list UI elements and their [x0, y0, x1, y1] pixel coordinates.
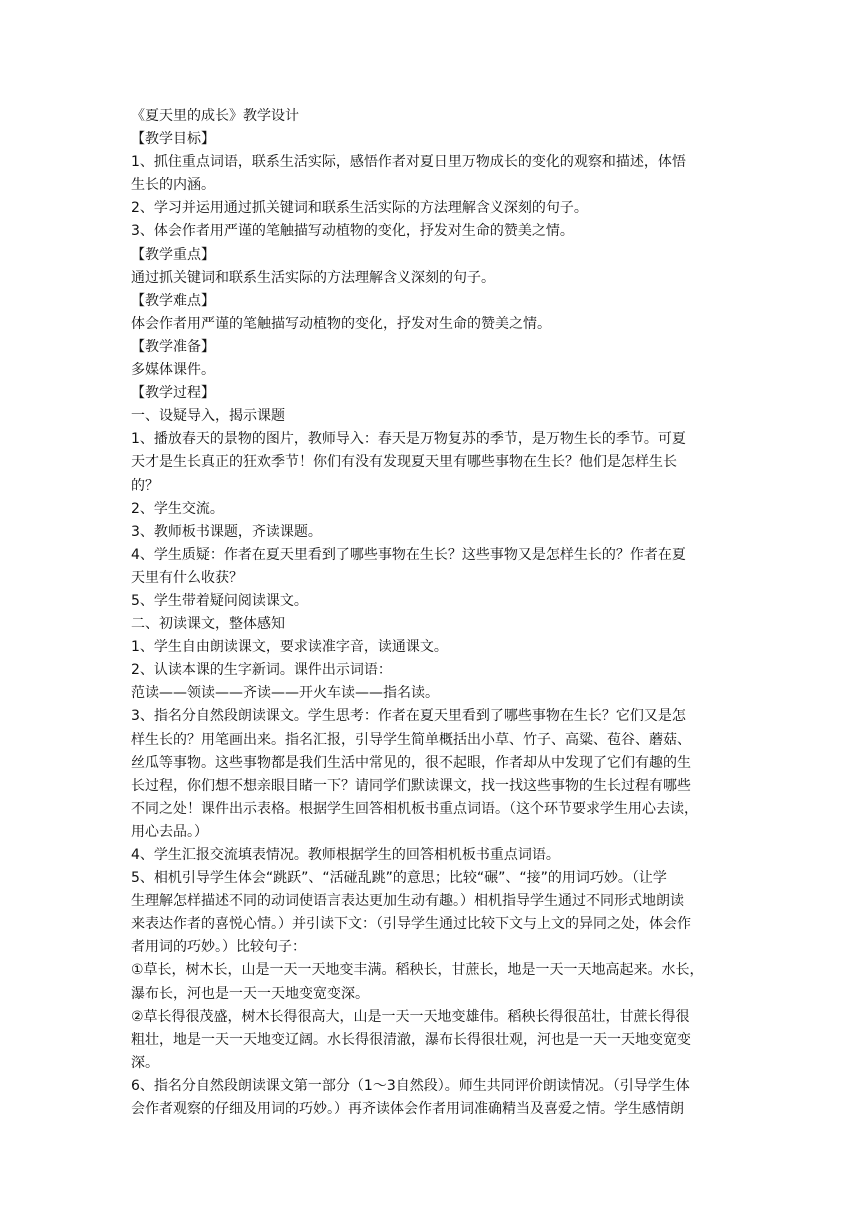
document-title: 《夏天里的成长》教学设计 — [131, 108, 299, 124]
text-line: 【教学过程】 — [131, 385, 215, 402]
text-line: 生理解怎样描述不同的动词使语言表达更加生动有趣。）相机指导学生通过不同形式地朗读 — [131, 893, 684, 910]
text-line: 样生长的？用笔画出来。指名汇报，引导学生简单概括出小草、竹子、高粱、苞谷、蘑菇、 — [131, 731, 691, 748]
text-line: 来表达作者的喜悦心情。）并引读下文：（引导学生通过比较下文与上文的异同之处，体会作 — [131, 916, 691, 933]
text-line: 瀑布长，河也是一天一天地变宽变深。 — [131, 985, 369, 1002]
text-line: 体会作者用严谨的笔触描写动植物的变化，抒发对生命的赞美之情。 — [131, 315, 551, 332]
text-line: ①草长，树木长，山是一天一天地变丰满。稻秧长，甘蔗长，地是一天一天地高起来。水长， — [131, 962, 704, 979]
text-line: 【教学准备】 — [131, 338, 215, 355]
text-line: 深。 — [131, 1054, 159, 1071]
text-line: 会作者观察的仔细及用词的巧妙。）再齐读体会作者用词准确精当及喜爱之情。学生感情朗 — [131, 1101, 684, 1118]
text-line: 3、指名分自然段朗读课文。学生思考：作者在夏天里看到了哪些事物在生长？它们又是怎 — [131, 708, 686, 725]
text-line: 生长的内涵。 — [131, 177, 215, 194]
text-line: 1、学生自由朗读课文，要求读准字音，读通课文。 — [131, 639, 448, 656]
text-line: 【教学难点】 — [131, 292, 215, 309]
text-line: 的？ — [131, 477, 159, 494]
text-line: 1、抓住重点词语，联系生活实际，感悟作者对夏日里万物成长的变化的观察和描述，体悟 — [131, 154, 686, 171]
text-line: 通过抓关键词和联系生活实际的方法理解含义深刻的句子。 — [131, 269, 495, 286]
text-line: 1、播放春天的景物的图片，教师导入：春天是万物复苏的季节，是万物生长的季节。可夏 — [131, 431, 686, 448]
text-line: 2、学生交流。 — [131, 500, 224, 517]
text-line: 多媒体课件。 — [131, 362, 215, 379]
text-line: 2、学习并运用通过抓关键词和联系生活实际的方法理解含义深刻的句子。 — [131, 200, 588, 217]
text-line: 5、学生带着疑问阅读课文。 — [131, 592, 308, 609]
text-line: 6、指名分自然段朗读课文第一部分（1～3自然段）。师生共同评价朗读情况。（引导学生体 — [131, 1077, 690, 1094]
text-line: 天里有什么收获？ — [131, 569, 243, 586]
text-line: 3、教师板书课题，齐读课题。 — [131, 523, 322, 540]
text-line: 长过程，你们想不想亲眼目睹一下？请同学们默读课文，找一找这些事物的生长过程有哪些 — [131, 777, 691, 794]
text-line: 4、学生质疑：作者在夏天里看到了哪些事物在生长？这些事物又是怎样生长的？作者在夏 — [131, 546, 686, 563]
text-line: 2、认读本课的生字新词。课件出示词语： — [131, 662, 392, 679]
text-line: 一、设疑导入，揭示课题 — [131, 408, 285, 425]
text-line: 范读——领读——齐读——开火车读——指名读。 — [131, 685, 439, 702]
text-line: 5、相机引导学生体会“跳跃”、“活碰乱跳”的意思；比较“碾”、“接”的用词巧妙。（让学 — [131, 870, 667, 887]
text-line: 天才是生长真正的狂欢季节！你们有没有发现夏天里有哪些事物在生长？他们是怎样生长 — [131, 454, 677, 471]
text-line: 者用词的巧妙。）比较句子： — [131, 939, 306, 956]
text-line: 【教学目标】 — [131, 131, 215, 148]
text-line: ②草长得很茂盛，树木长得很高大，山是一天一天地变雄伟。稻秧长得很茁壮，甘蔗长得很 — [131, 1008, 690, 1025]
text-line: 粗壮，地是一天一天地变辽阔。水长得很清澈，瀑布长得很壮观，河也是一天一天地变宽变 — [131, 1031, 691, 1048]
text-line: 【教学重点】 — [131, 246, 215, 263]
text-line: 用心去品。） — [131, 823, 208, 840]
text-line: 不同之处！课件出示表格。根据学生回答相机板书重点词语。（这个环节要求学生用心去读， — [131, 800, 698, 817]
text-line: 二、初读课文，整体感知 — [131, 616, 285, 633]
text-line: 丝瓜等事物。这些事物都是我们生活中常见的，很不起眼，作者却从中发现了它们有趣的生 — [131, 754, 691, 771]
text-line: 4、学生汇报交流填表情况。教师根据学生的回答相机板书重点词语。 — [131, 847, 560, 863]
text-line: 3、体会作者用严谨的笔触描写动植物的变化，抒发对生命的赞美之情。 — [131, 223, 574, 240]
document-body — [131, 105, 743, 1121]
